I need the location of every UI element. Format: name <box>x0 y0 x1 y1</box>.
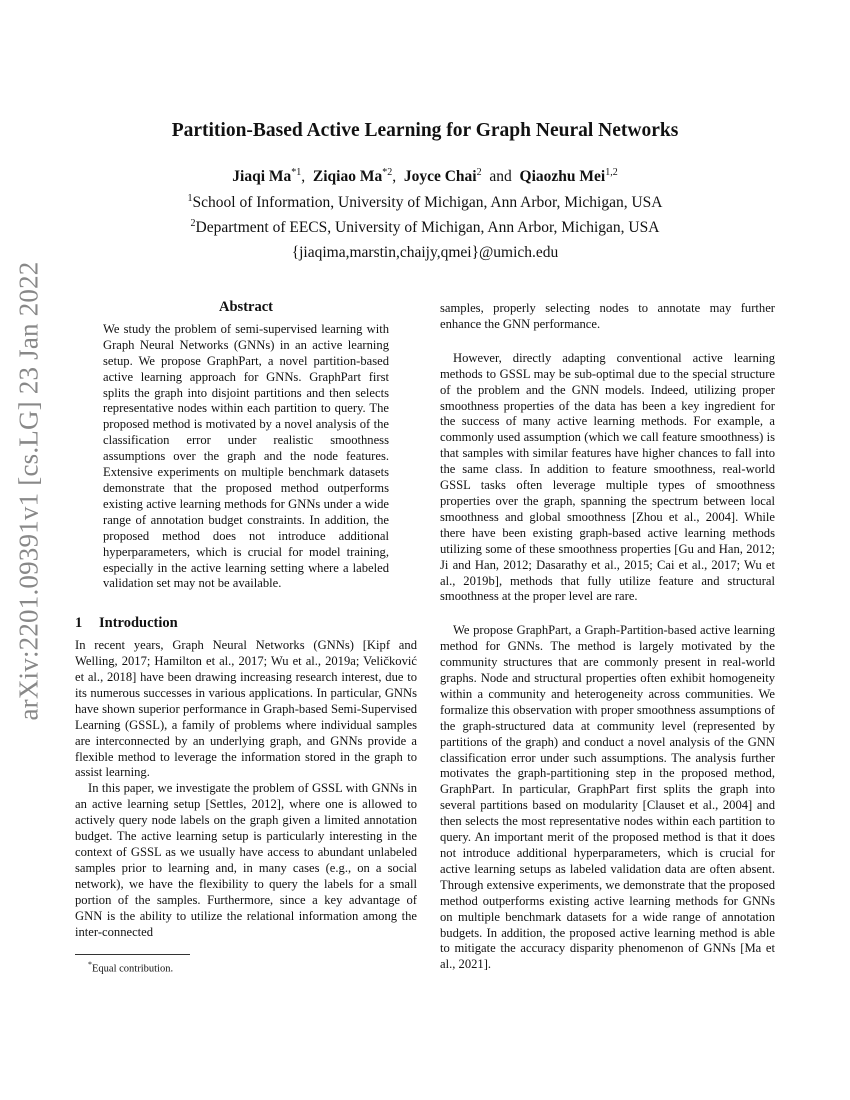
author-affil-mark: 1,2 <box>605 167 618 178</box>
left-column <box>75 300 417 976</box>
intro-paragraph-4: We propose GraphPart, a Graph-Partition-based active learning method for GNNs. The method is largely motivated by the community structures that are commonly present in real-world graphs. Node and structural properties often exhibit homogeneity within a community and heterogeneity across communities. We formalize this observation with proper smoothness assumptions of the graph-structured data at community level (represented by partitions of the graph) and conduct a novel analysis of the GNN classification error under such assumptions. The analysis further motivates the graph-partitioning step in the proposed method, GraphPart. In particular, GraphPart first splits the graph into several partitions based on modularity [Clauset et al., 2004] and then selects the most representative nodes within each partition to query. An important merit of the proposed method is that it does not introduce additional hyperparameters, which is crucial for active learning setups as labeled validation data are often absent. Through extensive experiments, we demonstrate that the proposed method outperforms existing active learning methods for GNNs on multiple benchmark datasets for a wide range of annotation budgets. In addition, the proposed active learning method is able to mitigate the accuracy disparity phenomenon of GNNs [Ma et al., 2021]. <box>440 623 775 972</box>
arxiv-identifier <box>12 261 46 721</box>
author-name: Jiaqi Ma <box>232 168 292 186</box>
intro-paragraph-1: In recent years, Graph Neural Networks (GNNs) [Kipf and Welling, 2017; Hamilton et al., 2017; Wu et al., 2019a; Veličković et al., 2018] have been drawing increasing research interest, due to its numerous successes in various applications. In particular, GNNs have shown superior performance in Graph-based Semi-Supervised Learning (GSSL), a family of problems where individual samples are interconnected by an underlying graph, and GNNs provide a flexible method to leverage the information stored in the graph to assist learning. <box>75 638 417 780</box>
author-and: and <box>489 168 512 186</box>
arxiv-identifier-text: arXiv:2201.09391v1 [cs.LG] 23 Jan 2022 <box>13 261 44 721</box>
paper-header <box>80 118 770 263</box>
footnote: *Equal contribution. <box>88 960 174 975</box>
author-name: Qiaozhu Mei <box>519 168 606 186</box>
author-affil-mark: *2 <box>382 167 393 178</box>
abstract-body <box>75 322 417 592</box>
right-column <box>440 301 775 973</box>
affiliation-1: $^1$School of Information, University of Michigan, Ann Arbor, Michigan, USA <box>187 193 663 212</box>
intro-paragraph-2: In this paper, we investigate the problem of GSSL with GNNs in an active learning setup [Settles, 2012], where one is allowed to actively query node labels on the graph given a limited annotation budget. The active learning setup is particularly interesting in the context of GSSL as we usually have access to abundant unlabeled samples prior to learning and, in many cases (e.g., on a social network), we have the flexibility to query the labels for a small portion of the samples. Furthermore, since a key advantage of GNN is the ability to utilize the relational information among the inter-connected <box>75 781 417 939</box>
intro-paragraph-3: However, directly adapting conventional active learning methods to GSSL may be sub-optimal due to the special structure of the problem and the GNN models. Indeed, utilizing proper smoothness properties of the data has been a key ingredient for the success of many active learning methods. For example, a commonly used assumption (which we call feature smoothness) is that samples with similar features have higher chances to fall into the same class. In addition to feature smoothness, real-world GSSL tasks often leverage multiple types of smoothness properties over the graph, spanning the spectrum between local smoothness and global smoothness [Zhou et al., 2004]. While there have been existing graph-based active learning methods utilizing some of these smoothness properties [Gu and Han, 2012; Ji and Han, 2012; Dasarathy et al., 2015; Cai et al., 2017; Wu et al., 2019b], methods that fully utilize feature and structural smoothness at the proper level are rare. <box>440 350 775 604</box>
paper-title: Partition-Based Active Learning for Graph Neural Networks <box>171 120 679 141</box>
footnote-rule <box>75 954 190 955</box>
author-list: Jiaqi Ma$^{*1}$, Ziqiao Ma$^{*2}$, Joyce Chai$^2$ and Qiaozhu Mei$^{1,2}$ <box>232 167 618 186</box>
section-title: Introduction <box>99 615 178 632</box>
author-name: Joyce Chai <box>403 168 477 186</box>
abstract-heading: Abstract <box>219 299 273 315</box>
section-heading-introduction <box>75 616 417 632</box>
author-emails: {jiaqima,marstin,chaijy,qmei}@umich.edu <box>291 244 559 262</box>
author-affil-mark: 2 <box>476 167 482 178</box>
affiliation-2: $^2$Department of EECS, University of Michigan, Ann Arbor, Michigan, USA <box>190 218 660 237</box>
author-name: Ziqiao Ma <box>312 168 383 186</box>
author-affil-mark: *1 <box>291 167 302 178</box>
section-number: 1 <box>75 615 83 632</box>
intro-paragraph-2-continued: samples, properly selecting nodes to annotate may further enhance the GNN performance. <box>440 301 775 331</box>
abstract-text: We study the problem of semi-supervised learning with Graph Neural Networks (GNNs) in an active learning setup. We propose GraphPart, a novel partition-based active learning approach for GNNs. GraphPart first splits the graph into disjoint partitions and then selects representative nodes within each partition to query. The proposed method is motivated by a novel analysis of the classification error under realistic smoothness assumptions over the graph and the node features. Extensive experiments on multiple benchmark datasets demonstrate that the proposed method outperforms existing active learning methods for GNNs under a wide range of annotation budget constraints. In addition, the proposed method does not introduce additional hyperparameters, which is crucial for model training, especially in the active learning setting where a labeled validation set may not be available. <box>103 321 389 591</box>
